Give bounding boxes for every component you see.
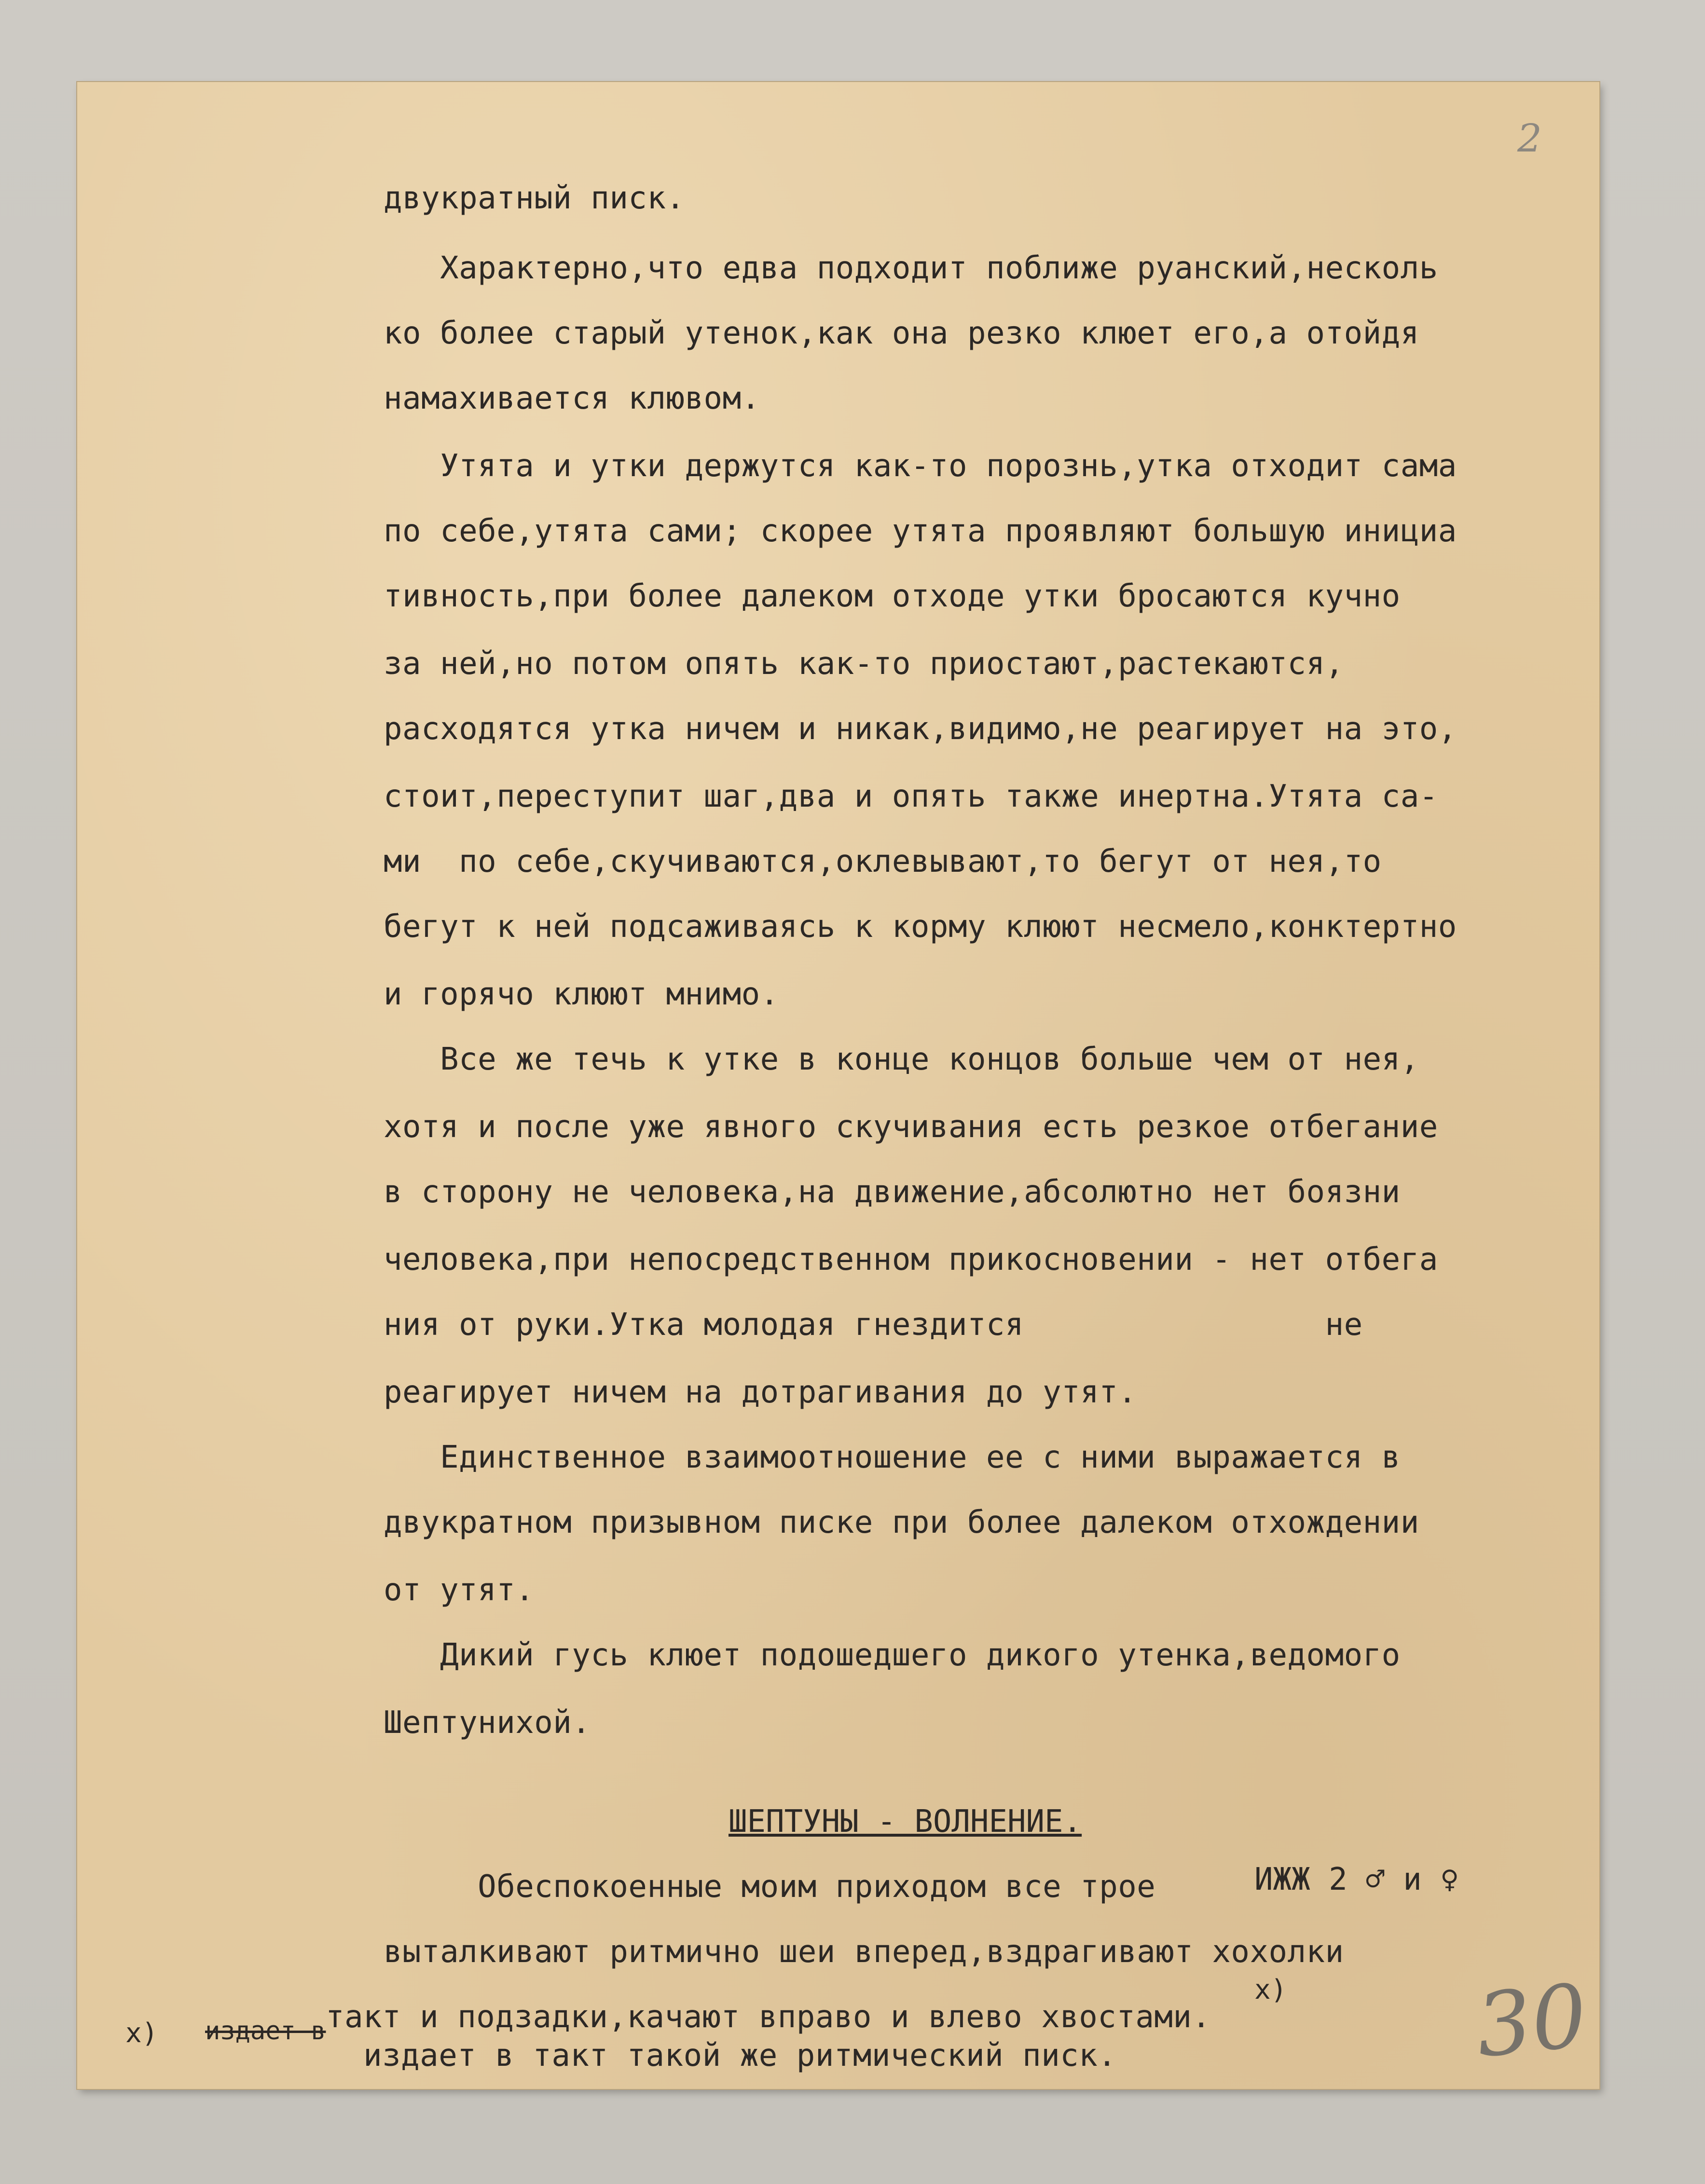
text-line: расходятся утка ничем и никак,видимо,не реагирует на это, [384, 711, 1457, 747]
text-line: Утята и утки держутся как-то порознь,утка отходит сама [384, 448, 1457, 484]
text-line: двукратном призывном писке при более далеком отхождении [384, 1505, 1419, 1540]
text-line: намахивается клювом. [384, 381, 760, 416]
text-line: Характерно,что едва подходит поближе руанский,несколь [384, 250, 1438, 286]
text-line: в сторону не человека,на движение,абсолютно нет боязни [384, 1174, 1401, 1210]
page-number: 2 [1517, 116, 1542, 161]
typewritten-page [77, 82, 1599, 2089]
struck-text: издает в [205, 2017, 326, 2046]
text-line: хотя и после уже явного скучивания есть резкое отбегание [384, 1109, 1438, 1145]
text-line: Единственное взаимоотношение ее с ними выражается в [384, 1440, 1401, 1475]
text-line: ми по себе,скучиваются,оклевывают,то бегут от нея,то [384, 844, 1382, 879]
text-line: и горячо клюют мнимо. [384, 976, 779, 1012]
text-line: человека,при непосредственном прикосновении - нет отбега [384, 1242, 1438, 1277]
footnote-text: издает в такт такой же ритмический писк. [326, 2038, 1117, 2074]
text-line: такт и подзадки,качают вправо и влево хвостами. [326, 1999, 1211, 2035]
archive-number: 30 [1471, 1965, 1592, 2077]
text-line: ния от руки.Утка молодая гнездится не [384, 1307, 1363, 1343]
text-line: двукратный писк. [384, 180, 685, 216]
text-line: реагирует ничем на дотрагивания до утят. [384, 1374, 1137, 1410]
text-line: тивность,при более далеком отходе утки бросаются кучно [384, 578, 1401, 614]
text-line: Шептунихой. [384, 1705, 591, 1741]
text-line: стоит,переступит шаг,два и опять также инертна.Утята са- [384, 779, 1438, 814]
footnote-marker: x) [1254, 1974, 1287, 2005]
text-line: выталкивают ритмично шеи вперед,вздрагивают хохолки [384, 1934, 1344, 1970]
footnote-marker-left: x) [125, 2018, 158, 2049]
text-line: за ней,но потом опять как-то приостают,растекаются, [384, 646, 1344, 682]
text-line: Все же течь к утке в конце концов больше чем от нея, [384, 1042, 1419, 1077]
sex-symbols: ИЖЖ 2 ♂ и ♀ [1254, 1862, 1459, 1897]
text-line: по себе,утята сами; скорее утята проявляют большую инициа [384, 513, 1457, 549]
text-line: ко более старый утенок,как она резко клюет его,а отойдя [384, 316, 1419, 351]
text-line: бегут к ней подсаживаясь к корму клюют несмело,конктертно [384, 909, 1457, 945]
section-heading: ШЕПТУНЫ - ВОЛНЕНИЕ. [729, 1804, 1082, 1840]
text-line: Обеспокоенные моим приходом все трое [384, 1869, 1156, 1905]
text-line: Дикий гусь клюет подошедшего дикого утенка,ведомого [384, 1637, 1401, 1673]
text-line: от утят. [384, 1572, 535, 1608]
